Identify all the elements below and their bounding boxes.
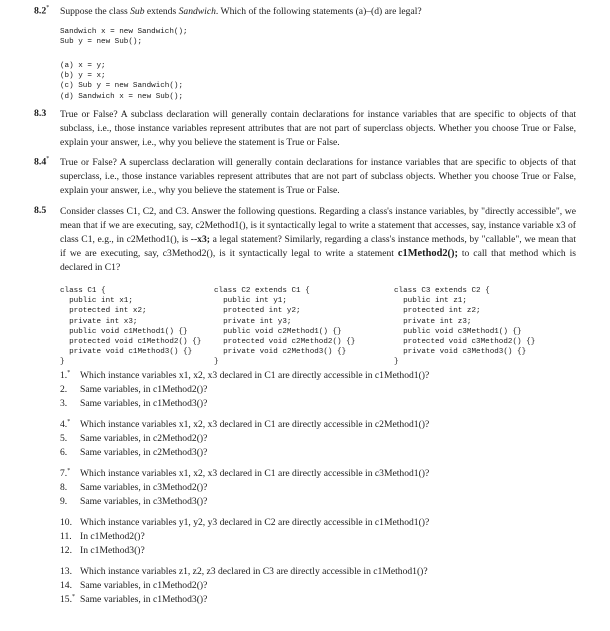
problem-8-5-text: Consider classes C1, C2, and C3. Answer the following questions. Regarding a class's instance variables, by "directly accessible", we mean that if we are executing, say, c2Method1(), is it syntactically legal to write a statement that accesses, say, instance variable x3 of class C1, e.g., in c2Method1(), is --x3; a legal statement? Similarly, regarding a class's instance methods, by "callable", we mean that if we are executing, say, c3Method2(), is it syntactically legal to write a statement c1Method2(); to call that method which is declared in C1? [60,206,576,273]
problem-8-4-text: True or False? A superclass declaration will generally contain declarations for instance variables that are specific to objects of that superclass, i.e., those instance variables represent attributes that are not part of subclass objects. Whether you choose True or False, explain your answer, i.e., why you believe the statement is True or False. [60,157,576,196]
question-item: 11. In c1Method2()? [60,531,145,543]
question-item: 15.* Same variables, in c1Method3()? [60,594,208,606]
question-item: 5. Same variables, in c2Method2()? [60,433,208,445]
question-item: 3. Same variables, in c1Method3()? [60,398,208,410]
problem-number-8-3: 8.3 [34,108,47,119]
question-item: 4.* Which instance variables x1, x2, x3 declared in C1 are directly accessible in c2Method1()? [60,419,430,431]
question-item: 6. Same variables, in c2Method3()? [60,447,208,459]
problem-number-8-4: 8.4* [34,156,50,168]
question-item: 10. Which instance variables y1, y2, y3 declared in C2 are directly accessible in c1Method1()? [60,517,430,529]
class-c2-code: class C2 extends C1 { public int y1; protected int y2; private int y3; public void c2Method1() {} protected void c2Method2() {} private void c2Method3() {} } [214,287,356,367]
problem-8-3-text: True or False? A subclass declaration will generally contain declarations for instance variables that are specific to objects of that subclass, i.e., those instance variables represent attributes that are not part of superclass objects. Whether you choose True or False, explain your answer, i.e., why you believe the statement is True or False. [60,109,576,148]
question-item: 12. In c1Method3()? [60,545,145,557]
problem-8-2-declarations: Sandwich x = new Sandwich(); Sub y = new Sub(); [60,28,188,47]
problem-8-2-text: Suppose the class Sub extends Sandwich. Which of the following statements (a)–(d) are legal? [60,6,422,17]
class-c1-code: class C1 { public int x1; protected int x2; private int x3; public void c1Method1() {} protected void c1Method2() {} private void c1Method3() {} } [60,287,202,367]
question-item: 14. Same variables, in c1Method2()? [60,580,208,592]
class-c3-code: class C3 extends C2 { public int z1; protected int z2; private int z3; public void c3Method1() {} protected void c3Method2() {} private void c3Method3() {} } [394,287,536,367]
question-item: 8. Same variables, in c3Method2()? [60,482,208,494]
problem-number-8-2: 8.2* [34,5,50,17]
question-item: 9. Same variables, in c3Method3()? [60,496,208,508]
question-item: 1.* Which instance variables x1, x2, x3 declared in C1 are directly accessible in c1Method1()? [60,370,430,382]
problem-8-2-options: (a) x = y; (b) y = x; (c) Sub y = new Sandwich(); (d) Sandwich x = new Sub(); [60,62,184,101]
question-item: 13. Which instance variables z1, z2, z3 declared in C3 are directly accessible in c1Method1()? [60,566,428,578]
question-item: 7.* Which instance variables x1, x2, x3 declared in C1 are directly accessible in c3Method1()? [60,468,430,480]
question-item: 2. Same variables, in c1Method2()? [60,384,208,396]
problem-number-8-5: 8.5 [34,205,47,216]
